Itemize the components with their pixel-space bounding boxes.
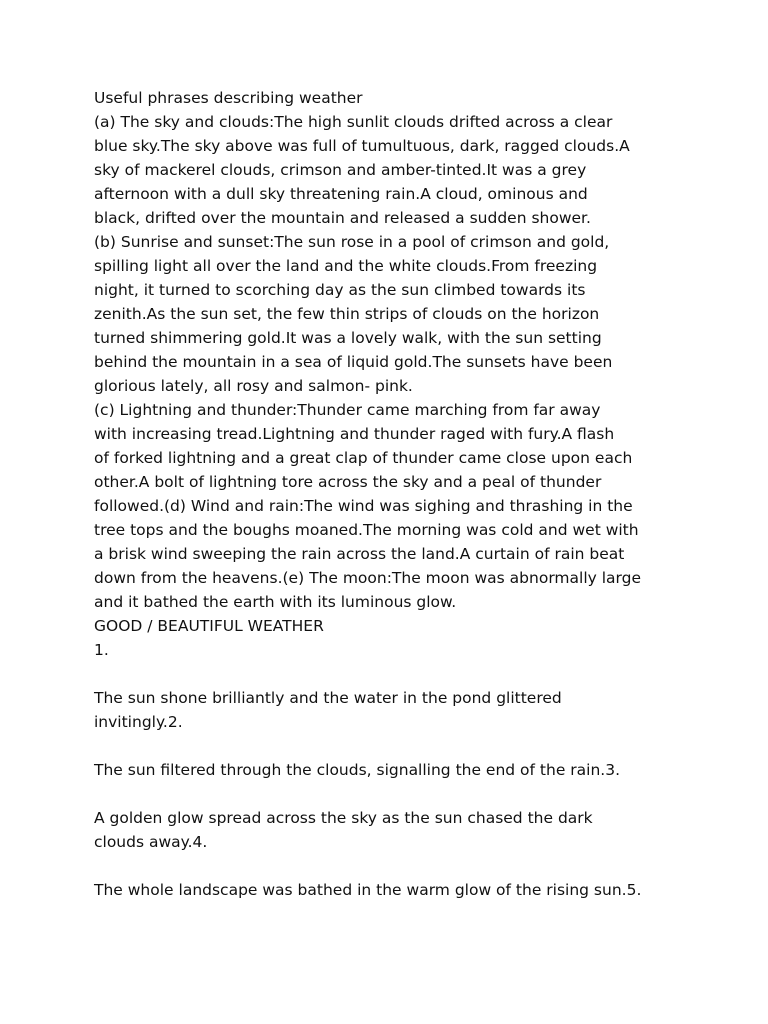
- text-line: spilling light all over the land and the white clouds.From freezing: [94, 257, 598, 275]
- text-line: zenith.As the sun set, the few thin strips of clouds on the horizon: [94, 305, 600, 323]
- list-number: 1.: [94, 641, 109, 659]
- text-line: The sun filtered through the clouds, signalling the end of the rain.3.: [94, 761, 621, 779]
- text-line: followed.(d) Wind and rain:The wind was sighing and thrashing in the: [94, 497, 633, 515]
- text-line: of forked lightning and a great clap of thunder came close upon each: [94, 449, 633, 467]
- text-line: (c) Lightning and thunder:Thunder came marching from far away: [94, 401, 601, 419]
- text-line: night, it turned to scorching day as the sun climbed towards its: [94, 281, 586, 299]
- text-line: and it bathed the earth with its luminous glow.: [94, 593, 457, 611]
- blank-line: [94, 662, 714, 686]
- text-line: clouds away.4.: [94, 833, 208, 851]
- text-line: afternoon with a dull sky threatening rain.A cloud, ominous and: [94, 185, 588, 203]
- text-line: other.A bolt of lightning tore across the sky and a peal of thunder: [94, 473, 602, 491]
- text-line: tree tops and the boughs moaned.The morning was cold and wet with: [94, 521, 639, 539]
- text-line: (a) The sky and clouds:The high sunlit clouds drifted across a clear: [94, 113, 613, 131]
- text-line: a brisk wind sweeping the rain across the land.A curtain of rain beat: [94, 545, 625, 563]
- section-heading: GOOD / BEAUTIFUL WEATHER: [94, 617, 324, 635]
- document-title: Useful phrases describing weather: [94, 89, 363, 107]
- text-line: black, drifted over the mountain and released a sudden shower.: [94, 209, 591, 227]
- text-line: A golden glow spread across the sky as the sun chased the dark: [94, 809, 593, 827]
- text-line: blue sky.The sky above was full of tumultuous, dark, ragged clouds.A: [94, 137, 630, 155]
- blank-line: [94, 854, 714, 878]
- text-line: with increasing tread.Lightning and thunder raged with fury.A flash: [94, 425, 615, 443]
- document-page: [94, 86, 714, 902]
- blank-line: [94, 734, 714, 758]
- text-line: invitingly.2.: [94, 713, 183, 731]
- text-line: The sun shone brilliantly and the water in the pond glittered: [94, 689, 562, 707]
- blank-line: [94, 782, 714, 806]
- text-line: behind the mountain in a sea of liquid gold.The sunsets have been: [94, 353, 613, 371]
- text-line: down from the heavens.(e) The moon:The moon was abnormally large: [94, 569, 642, 587]
- text-line: sky of mackerel clouds, crimson and amber-tinted.It was a grey: [94, 161, 587, 179]
- text-line: The whole landscape was bathed in the warm glow of the rising sun.5.: [94, 881, 642, 899]
- text-line: (b) Sunrise and sunset:The sun rose in a pool of crimson and gold,: [94, 233, 610, 251]
- text-line: glorious lately, all rosy and salmon- pink.: [94, 377, 413, 395]
- text-line: turned shimmering gold.It was a lovely walk, with the sun setting: [94, 329, 602, 347]
